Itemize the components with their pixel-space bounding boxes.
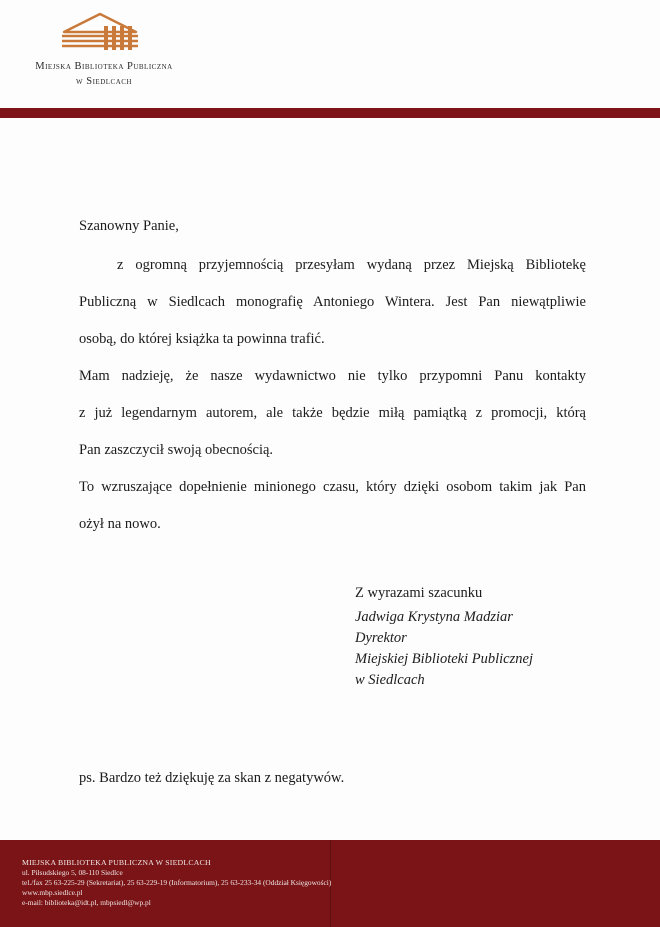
footer-phones: tel./fax 25 63-225-29 (Sekretariat), 25 63-229-19 (Informatorium), 25 63-233-34 (Oddział Księgowości) bbox=[22, 878, 332, 887]
paragraph-3-line-2: ożył na nowo. bbox=[79, 516, 161, 532]
closing: Z wyrazami szacunku bbox=[355, 585, 483, 601]
signer-institution: Miejskiej Biblioteki Publicznej bbox=[355, 651, 533, 667]
org-name-line2: w Siedlcach bbox=[76, 76, 132, 87]
footer-bar bbox=[0, 840, 660, 927]
paragraph-2-line-2: z już legendarnym autorem, ale także będzie miłą pamiątką z promocji, którą bbox=[79, 405, 586, 421]
signature-block bbox=[355, 583, 595, 691]
footer-website: www.mbp.siedlce.pl bbox=[22, 888, 83, 897]
library-building-logo-icon bbox=[60, 10, 140, 54]
signer-name: Jadwiga Krystyna Madziar bbox=[355, 609, 513, 625]
organization-name bbox=[20, 59, 188, 89]
salutation: Szanowny Panie, bbox=[79, 218, 179, 234]
paragraph-1-line-1: z ogromną przyjemnością przesyłam wydaną przez Miejską Bibliotekę bbox=[117, 257, 586, 273]
footer-contact bbox=[22, 858, 331, 908]
signer-title: Dyrektor bbox=[355, 630, 407, 646]
header-divider-bar bbox=[0, 108, 660, 118]
paragraph-1-line-2: Publiczną w Siedlcach monografię Antoniego Wintera. Jest Pan niewątpliwie bbox=[79, 294, 586, 310]
footer-title: MIEJSKA BIBLIOTEKA PUBLICZNA W SIEDLCACH bbox=[22, 858, 211, 867]
footer-email: e-mail: biblioteka@idt.pl, mbpsiedl@wp.pl bbox=[22, 898, 151, 907]
paragraph-2-line-1: Mam nadzieję, że nasze wydawnictwo nie tylko przypomni Panu kontakty bbox=[79, 368, 586, 384]
postscript: ps. Bardzo też dziękuję za skan z negatywów. bbox=[79, 770, 345, 786]
signer-city: w Siedlcach bbox=[355, 672, 425, 688]
paragraph-3 bbox=[79, 469, 586, 543]
paragraph-2 bbox=[79, 358, 586, 469]
paragraph-2-line-3: Pan zaszczycił swoją obecnością. bbox=[79, 442, 274, 458]
paragraph-1-line-3: osobą, do której książka ta powinna trafić. bbox=[79, 331, 325, 347]
paragraph-1 bbox=[79, 247, 586, 358]
paragraph-3-line-1: To wzruszające dopełnienie minionego czasu, który dzięki osobom takim jak Pan bbox=[79, 479, 586, 495]
org-name-line1: Miejska Biblioteka Publiczna bbox=[35, 61, 173, 72]
footer-address: ul. Piłsudskiego 5, 08-110 Siedlce bbox=[22, 868, 123, 877]
